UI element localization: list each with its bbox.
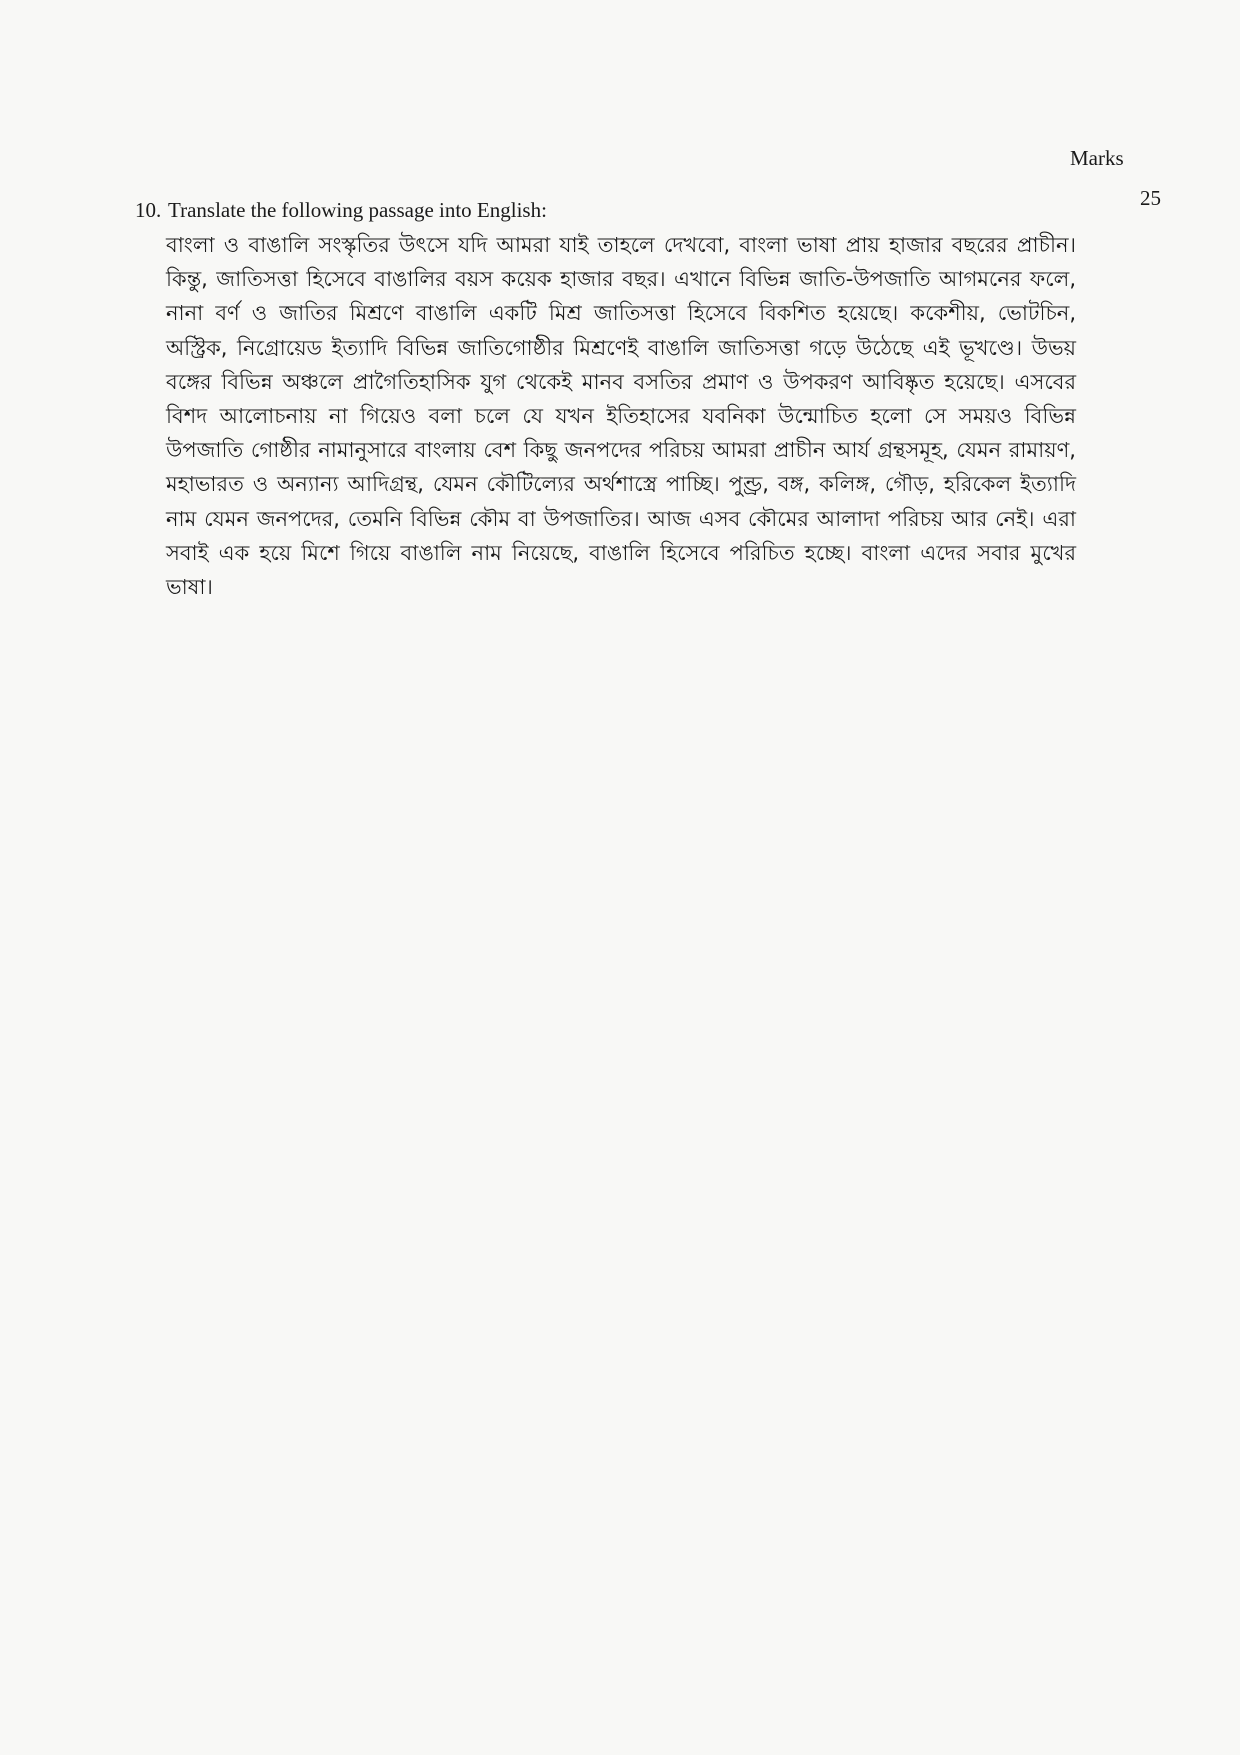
bengali-passage: বাংলা ও বাঙালি সংস্কৃতির উৎসে যদি আমরা যাই তাহলে দেখবো, বাংলা ভাষা প্রায় হাজার বছরের প্রাচীন। কিন্তু, জাতিসত্তা হিসেবে বাঙালির বয়স কয়েক হাজার বছর। এখানে বিভিন্ন জাতি-উপজাতি আগমনের ফলে, নানা বর্ণ ও জাতির মিশ্রণে বাঙালি একটি মিশ্র জাতিসত্তা হিসেবে বিকশিত হয়েছে। ককেশীয়, ভোটচিন, অস্ট্রিক, নিগ্রোয়েড ইত্যাদি বিভিন্ন জাতিগোষ্ঠীর মিশ্রণেই বাঙালি জাতিসত্তা গড়ে উঠেছে এই ভূখণ্ডে। উভয় বঙ্গের বিভিন্ন অঞ্চলে প্রাগৈতিহাসিক যুগ থেকেই মানব বসতির প্রমাণ ও উপকরণ আবিষ্কৃত হয়েছে। এসবের বিশদ আলোচনায় না গিয়েও বলা চলে যে যখন ইতিহাসের যবনিকা উন্মোচিত হলো সে সময়ও বিভিন্ন উপজাতি গোষ্ঠীর নামানুসারে বাংলায় বেশ কিছু জনপদের পরিচয় আমরা প্রাচীন আর্য গ্রন্থসমূহ, যেমন রামায়ণ, মহাভারত ও অন্যান্য আদিগ্রন্থ, যেমন কৌটিল্যের অর্থশাস্ত্রে পাচ্ছি। পুণ্ড্র, বঙ্গ, কলিঙ্গ, গৌড়, হরিকেল ইত্যাদি নাম যেমন জনপদের, তেমনি বিভিন্ন কৌম বা উপজাতির। আজ এসব কৌমের আলাদা পরিচয় আর নেই। এরা সবাই এক হয়ে মিশে গিয়ে বাঙালি নাম নিয়েছে, বাঙালি হিসেবে পরিচিত হচ্ছে। বাংলা এদের সবার মুখের ভাষা। [166,233,1076,600]
question-instruction: Translate the following passage into English: [168,198,547,222]
question-marks: 25 [1140,186,1161,210]
marks-column-header: Marks [1070,146,1124,170]
question-number: 10. [135,198,162,222]
